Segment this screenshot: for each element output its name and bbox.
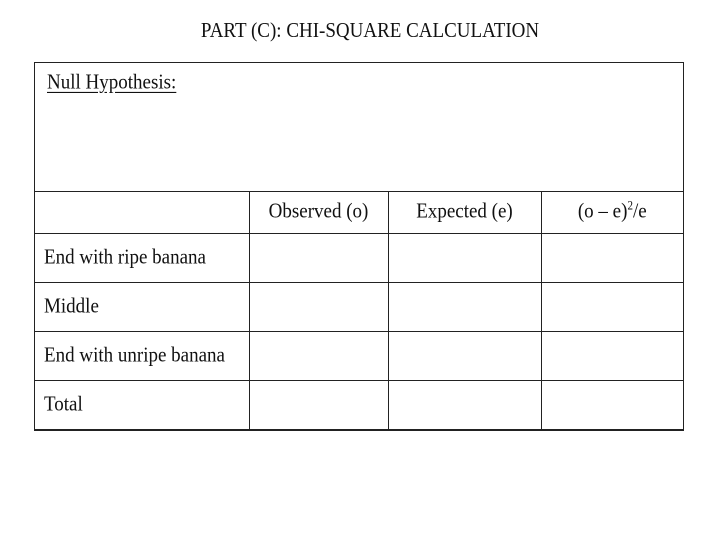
observed-cell[interactable]: [249, 282, 388, 331]
header-row: [35, 192, 683, 233]
row-label-cell: [35, 282, 249, 331]
table-row-middle: [35, 282, 683, 331]
header-observed: [249, 192, 388, 233]
header-chi-label: (o – e)$^2$/e: [577, 199, 647, 224]
chi-component-cell[interactable]: [541, 331, 683, 380]
chi-square-worksheet: [34, 62, 684, 431]
row-label: End with unripe banana: [44, 343, 225, 367]
table-row-ripe-end: [35, 233, 683, 282]
expected-cell[interactable]: [388, 282, 541, 331]
chi-component-cell[interactable]: [541, 380, 683, 429]
header-observed-label: Observed (o): [268, 200, 369, 224]
header-corner-cell: [35, 192, 249, 233]
header-chi-component: [541, 192, 683, 233]
chi-component-cell[interactable]: [541, 282, 683, 331]
row-label: End with ripe banana: [44, 245, 206, 269]
row-label-cell: [35, 331, 249, 380]
page-title: PART (C): CHI-SQUARE CALCULATION: [200, 19, 540, 43]
header-expected-label: Expected (e): [416, 200, 513, 224]
chi-component-cell[interactable]: [541, 233, 683, 282]
table-row-total: [35, 380, 683, 429]
table-row-unripe-end: [35, 331, 683, 380]
row-label: Total: [44, 392, 83, 416]
null-hypothesis-label: Null Hypothesis:: [47, 71, 177, 95]
null-hypothesis-box[interactable]: [35, 63, 683, 192]
expected-cell[interactable]: [388, 380, 541, 429]
chi-square-table: [35, 192, 683, 429]
row-label: Middle: [44, 294, 99, 318]
observed-cell[interactable]: [249, 331, 388, 380]
row-label-cell: [35, 380, 249, 429]
observed-cell[interactable]: [249, 380, 388, 429]
header-expected: [388, 192, 541, 233]
observed-cell[interactable]: [249, 233, 388, 282]
expected-cell[interactable]: [388, 331, 541, 380]
row-label-cell: [35, 233, 249, 282]
expected-cell[interactable]: [388, 233, 541, 282]
